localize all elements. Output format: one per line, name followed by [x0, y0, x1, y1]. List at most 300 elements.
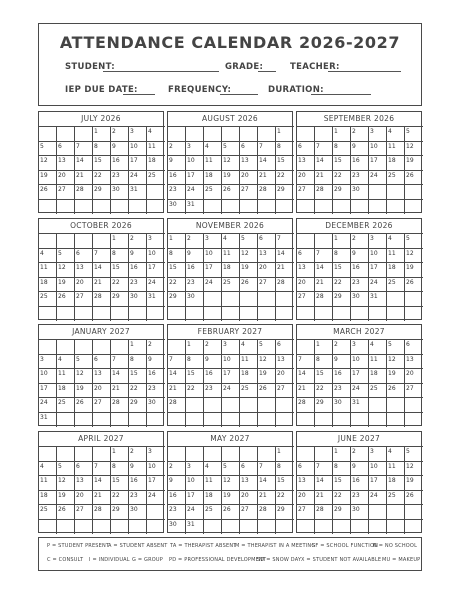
day-cell[interactable]: 10 [186, 476, 204, 491]
day-cell[interactable]: 9 [129, 249, 147, 264]
day-cell[interactable]: 21 [297, 384, 315, 399]
day-cell[interactable]: 11 [204, 156, 222, 171]
day-cell[interactable]: 15 [276, 476, 294, 491]
day-cell[interactable]: 4 [147, 127, 165, 142]
day-cell[interactable]: 22 [333, 171, 351, 186]
day-cell[interactable]: 1 [276, 447, 294, 462]
day-cell[interactable]: 28 [276, 278, 294, 293]
day-cell[interactable]: 20 [93, 384, 111, 399]
day-cell[interactable]: 14 [315, 156, 333, 171]
empty-cell[interactable] [258, 127, 276, 142]
day-cell[interactable]: 30 [351, 185, 369, 200]
day-cell[interactable]: 16 [129, 476, 147, 491]
day-cell[interactable]: 30 [168, 520, 186, 535]
empty-cell[interactable] [315, 520, 333, 535]
day-cell[interactable]: 12 [258, 355, 276, 370]
empty-cell[interactable] [39, 447, 57, 462]
day-cell[interactable]: 25 [240, 384, 258, 399]
day-cell[interactable]: 10 [369, 462, 387, 477]
empty-cell[interactable] [405, 520, 423, 535]
day-cell[interactable]: 24 [147, 278, 165, 293]
empty-cell[interactable] [75, 447, 93, 462]
empty-cell[interactable] [405, 185, 423, 200]
day-cell[interactable]: 11 [387, 142, 405, 157]
day-cell[interactable]: 8 [168, 249, 186, 264]
empty-cell[interactable] [405, 413, 423, 428]
day-cell[interactable]: 27 [405, 384, 423, 399]
day-cell[interactable]: 24 [369, 491, 387, 506]
day-cell[interactable]: 9 [333, 355, 351, 370]
day-cell[interactable]: 30 [351, 292, 369, 307]
empty-cell[interactable] [240, 447, 258, 462]
day-cell[interactable]: 27 [57, 185, 75, 200]
empty-cell[interactable] [387, 520, 405, 535]
day-cell[interactable]: 30 [147, 398, 165, 413]
empty-cell[interactable] [186, 307, 204, 322]
day-cell[interactable]: 6 [276, 340, 294, 355]
day-cell[interactable]: 3 [147, 234, 165, 249]
day-cell[interactable]: 26 [57, 292, 75, 307]
day-cell[interactable]: 11 [57, 369, 75, 384]
day-cell[interactable]: 20 [276, 369, 294, 384]
day-cell[interactable]: 28 [168, 398, 186, 413]
empty-cell[interactable] [93, 200, 111, 215]
empty-cell[interactable] [168, 340, 186, 355]
day-cell[interactable]: 20 [297, 171, 315, 186]
day-cell[interactable]: 2 [147, 340, 165, 355]
day-cell[interactable]: 10 [222, 355, 240, 370]
empty-cell[interactable] [129, 200, 147, 215]
day-cell[interactable]: 6 [297, 462, 315, 477]
day-cell[interactable]: 13 [297, 263, 315, 278]
empty-cell[interactable] [93, 234, 111, 249]
empty-cell[interactable] [258, 520, 276, 535]
empty-cell[interactable] [57, 413, 75, 428]
day-cell[interactable]: 15 [93, 156, 111, 171]
empty-cell[interactable] [240, 413, 258, 428]
day-cell[interactable]: 16 [351, 476, 369, 491]
day-cell[interactable]: 9 [351, 462, 369, 477]
day-cell[interactable]: 25 [369, 384, 387, 399]
empty-cell[interactable] [405, 307, 423, 322]
day-cell[interactable]: 29 [129, 398, 147, 413]
empty-cell[interactable] [405, 398, 423, 413]
empty-cell[interactable] [387, 505, 405, 520]
day-cell[interactable]: 11 [387, 249, 405, 264]
day-cell[interactable]: 26 [57, 505, 75, 520]
empty-cell[interactable] [204, 398, 222, 413]
empty-cell[interactable] [369, 200, 387, 215]
empty-cell[interactable] [369, 398, 387, 413]
day-cell[interactable]: 9 [186, 249, 204, 264]
day-cell[interactable]: 11 [147, 142, 165, 157]
day-cell[interactable]: 1 [333, 234, 351, 249]
day-cell[interactable]: 23 [204, 384, 222, 399]
day-cell[interactable]: 26 [39, 185, 57, 200]
day-cell[interactable]: 12 [57, 263, 75, 278]
day-cell[interactable]: 26 [405, 491, 423, 506]
day-cell[interactable]: 3 [369, 447, 387, 462]
day-cell[interactable]: 23 [168, 505, 186, 520]
empty-cell[interactable] [240, 127, 258, 142]
day-cell[interactable]: 4 [204, 142, 222, 157]
day-cell[interactable]: 17 [186, 171, 204, 186]
day-cell[interactable]: 19 [39, 171, 57, 186]
day-cell[interactable]: 3 [186, 462, 204, 477]
day-cell[interactable]: 23 [351, 171, 369, 186]
day-cell[interactable]: 13 [258, 249, 276, 264]
empty-cell[interactable] [75, 127, 93, 142]
day-cell[interactable]: 19 [387, 369, 405, 384]
day-cell[interactable]: 22 [111, 278, 129, 293]
day-cell[interactable]: 2 [351, 127, 369, 142]
empty-cell[interactable] [111, 307, 129, 322]
day-cell[interactable]: 27 [297, 505, 315, 520]
empty-cell[interactable] [168, 307, 186, 322]
day-cell[interactable]: 6 [258, 234, 276, 249]
day-cell[interactable]: 9 [168, 156, 186, 171]
empty-cell[interactable] [351, 307, 369, 322]
day-cell[interactable]: 2 [351, 234, 369, 249]
day-cell[interactable]: 15 [111, 263, 129, 278]
day-cell[interactable]: 10 [147, 462, 165, 477]
day-cell[interactable]: 26 [405, 171, 423, 186]
empty-cell[interactable] [222, 292, 240, 307]
day-cell[interactable]: 16 [351, 156, 369, 171]
day-cell[interactable]: 3 [369, 127, 387, 142]
day-cell[interactable]: 14 [75, 156, 93, 171]
day-cell[interactable]: 23 [351, 491, 369, 506]
day-cell[interactable]: 1 [186, 340, 204, 355]
empty-cell[interactable] [387, 200, 405, 215]
day-cell[interactable]: 19 [405, 263, 423, 278]
empty-cell[interactable] [297, 520, 315, 535]
day-cell[interactable]: 11 [39, 263, 57, 278]
day-cell[interactable]: 29 [333, 185, 351, 200]
empty-cell[interactable] [204, 413, 222, 428]
day-cell[interactable]: 9 [351, 142, 369, 157]
empty-cell[interactable] [222, 447, 240, 462]
empty-cell[interactable] [258, 307, 276, 322]
empty-cell[interactable] [57, 340, 75, 355]
day-cell[interactable]: 26 [222, 505, 240, 520]
day-cell[interactable]: 21 [315, 278, 333, 293]
day-cell[interactable]: 10 [369, 142, 387, 157]
day-cell[interactable]: 18 [240, 369, 258, 384]
day-cell[interactable]: 24 [186, 505, 204, 520]
day-cell[interactable]: 22 [93, 171, 111, 186]
empty-cell[interactable] [39, 340, 57, 355]
day-cell[interactable]: 8 [186, 355, 204, 370]
day-cell[interactable]: 31 [351, 398, 369, 413]
day-cell[interactable]: 1 [111, 234, 129, 249]
day-cell[interactable]: 30 [168, 200, 186, 215]
day-cell[interactable]: 31 [147, 292, 165, 307]
empty-cell[interactable] [168, 413, 186, 428]
day-cell[interactable]: 19 [258, 369, 276, 384]
day-cell[interactable]: 25 [147, 171, 165, 186]
day-cell[interactable]: 12 [387, 355, 405, 370]
day-cell[interactable]: 28 [315, 292, 333, 307]
empty-cell[interactable] [297, 200, 315, 215]
day-cell[interactable]: 25 [57, 398, 75, 413]
day-cell[interactable]: 16 [168, 491, 186, 506]
day-cell[interactable]: 3 [39, 355, 57, 370]
empty-cell[interactable] [387, 292, 405, 307]
day-cell[interactable]: 14 [315, 263, 333, 278]
day-cell[interactable]: 4 [240, 340, 258, 355]
empty-cell[interactable] [39, 234, 57, 249]
day-cell[interactable]: 24 [222, 384, 240, 399]
day-cell[interactable]: 9 [168, 476, 186, 491]
empty-cell[interactable] [369, 413, 387, 428]
day-cell[interactable]: 23 [351, 278, 369, 293]
day-cell[interactable]: 24 [369, 278, 387, 293]
day-cell[interactable]: 2 [129, 447, 147, 462]
day-cell[interactable]: 16 [168, 171, 186, 186]
day-cell[interactable]: 17 [147, 263, 165, 278]
day-cell[interactable]: 21 [258, 171, 276, 186]
day-cell[interactable]: 20 [297, 491, 315, 506]
day-cell[interactable]: 24 [204, 278, 222, 293]
day-cell[interactable]: 21 [258, 491, 276, 506]
day-cell[interactable]: 14 [315, 476, 333, 491]
empty-cell[interactable] [147, 520, 165, 535]
empty-cell[interactable] [297, 413, 315, 428]
day-cell[interactable]: 22 [276, 171, 294, 186]
day-cell[interactable]: 1 [168, 234, 186, 249]
empty-cell[interactable] [57, 127, 75, 142]
empty-cell[interactable] [93, 520, 111, 535]
day-cell[interactable]: 1 [333, 447, 351, 462]
empty-cell[interactable] [222, 520, 240, 535]
day-cell[interactable]: 5 [57, 462, 75, 477]
empty-cell[interactable] [93, 413, 111, 428]
day-cell[interactable]: 27 [75, 505, 93, 520]
day-cell[interactable]: 2 [333, 340, 351, 355]
day-cell[interactable]: 18 [147, 156, 165, 171]
day-cell[interactable]: 20 [240, 491, 258, 506]
day-cell[interactable]: 29 [93, 185, 111, 200]
day-cell[interactable]: 4 [57, 355, 75, 370]
empty-cell[interactable] [276, 413, 294, 428]
day-cell[interactable]: 23 [168, 185, 186, 200]
day-cell[interactable]: 12 [39, 156, 57, 171]
day-cell[interactable]: 24 [351, 384, 369, 399]
day-cell[interactable]: 12 [405, 142, 423, 157]
day-cell[interactable]: 29 [333, 505, 351, 520]
empty-cell[interactable] [129, 413, 147, 428]
day-cell[interactable]: 27 [240, 185, 258, 200]
empty-cell[interactable] [75, 520, 93, 535]
day-cell[interactable]: 10 [39, 369, 57, 384]
empty-cell[interactable] [204, 200, 222, 215]
day-cell[interactable]: 17 [351, 369, 369, 384]
day-cell[interactable]: 19 [57, 278, 75, 293]
day-cell[interactable]: 8 [129, 355, 147, 370]
day-cell[interactable]: 20 [75, 278, 93, 293]
day-cell[interactable]: 24 [39, 398, 57, 413]
day-cell[interactable]: 24 [147, 491, 165, 506]
empty-cell[interactable] [258, 447, 276, 462]
day-cell[interactable]: 21 [315, 491, 333, 506]
empty-cell[interactable] [351, 413, 369, 428]
day-cell[interactable]: 9 [111, 142, 129, 157]
day-cell[interactable]: 10 [186, 156, 204, 171]
day-cell[interactable]: 20 [57, 171, 75, 186]
day-cell[interactable]: 1 [93, 127, 111, 142]
day-cell[interactable]: 14 [276, 249, 294, 264]
empty-cell[interactable] [57, 200, 75, 215]
empty-cell[interactable] [93, 307, 111, 322]
day-cell[interactable]: 8 [315, 355, 333, 370]
day-cell[interactable]: 17 [147, 476, 165, 491]
day-cell[interactable]: 6 [57, 142, 75, 157]
empty-cell[interactable] [39, 200, 57, 215]
day-cell[interactable]: 14 [258, 156, 276, 171]
day-cell[interactable]: 2 [168, 462, 186, 477]
day-cell[interactable]: 29 [168, 292, 186, 307]
day-cell[interactable]: 30 [351, 505, 369, 520]
empty-cell[interactable] [57, 234, 75, 249]
day-cell[interactable]: 17 [369, 476, 387, 491]
day-cell[interactable]: 17 [186, 491, 204, 506]
teacher-field[interactable] [328, 71, 401, 72]
day-cell[interactable]: 22 [276, 491, 294, 506]
day-cell[interactable]: 16 [147, 369, 165, 384]
empty-cell[interactable] [315, 200, 333, 215]
day-cell[interactable]: 4 [222, 234, 240, 249]
day-cell[interactable]: 9 [204, 355, 222, 370]
day-cell[interactable]: 17 [39, 384, 57, 399]
day-cell[interactable]: 8 [333, 142, 351, 157]
empty-cell[interactable] [369, 520, 387, 535]
day-cell[interactable]: 15 [333, 263, 351, 278]
day-cell[interactable]: 18 [369, 369, 387, 384]
empty-cell[interactable] [333, 307, 351, 322]
day-cell[interactable]: 21 [315, 171, 333, 186]
empty-cell[interactable] [405, 505, 423, 520]
day-cell[interactable]: 3 [129, 127, 147, 142]
day-cell[interactable]: 26 [222, 185, 240, 200]
empty-cell[interactable] [93, 340, 111, 355]
day-cell[interactable]: 5 [57, 249, 75, 264]
empty-cell[interactable] [387, 398, 405, 413]
empty-cell[interactable] [405, 292, 423, 307]
day-cell[interactable]: 3 [186, 142, 204, 157]
day-cell[interactable]: 11 [39, 476, 57, 491]
day-cell[interactable]: 19 [75, 384, 93, 399]
day-cell[interactable]: 15 [129, 369, 147, 384]
day-cell[interactable]: 16 [333, 369, 351, 384]
day-cell[interactable]: 12 [240, 249, 258, 264]
day-cell[interactable]: 2 [129, 234, 147, 249]
empty-cell[interactable] [333, 520, 351, 535]
empty-cell[interactable] [276, 200, 294, 215]
day-cell[interactable]: 30 [186, 292, 204, 307]
day-cell[interactable]: 20 [75, 491, 93, 506]
day-cell[interactable]: 22 [333, 491, 351, 506]
day-cell[interactable]: 31 [129, 185, 147, 200]
day-cell[interactable]: 4 [369, 340, 387, 355]
day-cell[interactable]: 17 [204, 263, 222, 278]
day-cell[interactable]: 13 [297, 156, 315, 171]
day-cell[interactable]: 22 [129, 384, 147, 399]
day-cell[interactable]: 28 [258, 505, 276, 520]
day-cell[interactable]: 1 [276, 127, 294, 142]
day-cell[interactable]: 5 [405, 127, 423, 142]
day-cell[interactable]: 6 [75, 249, 93, 264]
day-cell[interactable]: 10 [369, 249, 387, 264]
empty-cell[interactable] [222, 398, 240, 413]
day-cell[interactable]: 1 [315, 340, 333, 355]
empty-cell[interactable] [276, 292, 294, 307]
day-cell[interactable]: 19 [405, 476, 423, 491]
day-cell[interactable]: 28 [315, 505, 333, 520]
day-cell[interactable]: 15 [333, 476, 351, 491]
day-cell[interactable]: 11 [240, 355, 258, 370]
empty-cell[interactable] [315, 234, 333, 249]
day-cell[interactable]: 29 [276, 185, 294, 200]
day-cell[interactable]: 15 [276, 156, 294, 171]
day-cell[interactable]: 25 [387, 278, 405, 293]
day-cell[interactable]: 26 [258, 384, 276, 399]
empty-cell[interactable] [315, 307, 333, 322]
empty-cell[interactable] [57, 307, 75, 322]
day-cell[interactable]: 28 [315, 185, 333, 200]
day-cell[interactable]: 4 [39, 249, 57, 264]
empty-cell[interactable] [258, 413, 276, 428]
day-cell[interactable]: 15 [111, 476, 129, 491]
day-cell[interactable]: 9 [147, 355, 165, 370]
empty-cell[interactable] [222, 413, 240, 428]
day-cell[interactable]: 19 [222, 171, 240, 186]
day-cell[interactable]: 27 [93, 398, 111, 413]
empty-cell[interactable] [111, 520, 129, 535]
day-cell[interactable]: 25 [222, 278, 240, 293]
day-cell[interactable]: 18 [387, 476, 405, 491]
empty-cell[interactable] [297, 447, 315, 462]
day-cell[interactable]: 3 [369, 234, 387, 249]
day-cell[interactable]: 2 [351, 447, 369, 462]
day-cell[interactable]: 3 [351, 340, 369, 355]
empty-cell[interactable] [186, 413, 204, 428]
empty-cell[interactable] [369, 307, 387, 322]
empty-cell[interactable] [405, 200, 423, 215]
day-cell[interactable]: 24 [129, 171, 147, 186]
day-cell[interactable]: 5 [258, 340, 276, 355]
empty-cell[interactable] [297, 340, 315, 355]
empty-cell[interactable] [75, 413, 93, 428]
day-cell[interactable]: 29 [315, 398, 333, 413]
empty-cell[interactable] [387, 185, 405, 200]
empty-cell[interactable] [129, 520, 147, 535]
day-cell[interactable]: 23 [129, 278, 147, 293]
empty-cell[interactable] [39, 307, 57, 322]
day-cell[interactable]: 25 [204, 185, 222, 200]
empty-cell[interactable] [387, 413, 405, 428]
day-cell[interactable]: 16 [111, 156, 129, 171]
day-cell[interactable]: 29 [333, 292, 351, 307]
day-cell[interactable]: 21 [276, 263, 294, 278]
day-cell[interactable]: 17 [369, 156, 387, 171]
day-cell[interactable]: 16 [204, 369, 222, 384]
day-cell[interactable]: 29 [111, 292, 129, 307]
day-cell[interactable]: 8 [333, 462, 351, 477]
day-cell[interactable]: 13 [93, 369, 111, 384]
empty-cell[interactable] [147, 200, 165, 215]
day-cell[interactable]: 12 [405, 462, 423, 477]
